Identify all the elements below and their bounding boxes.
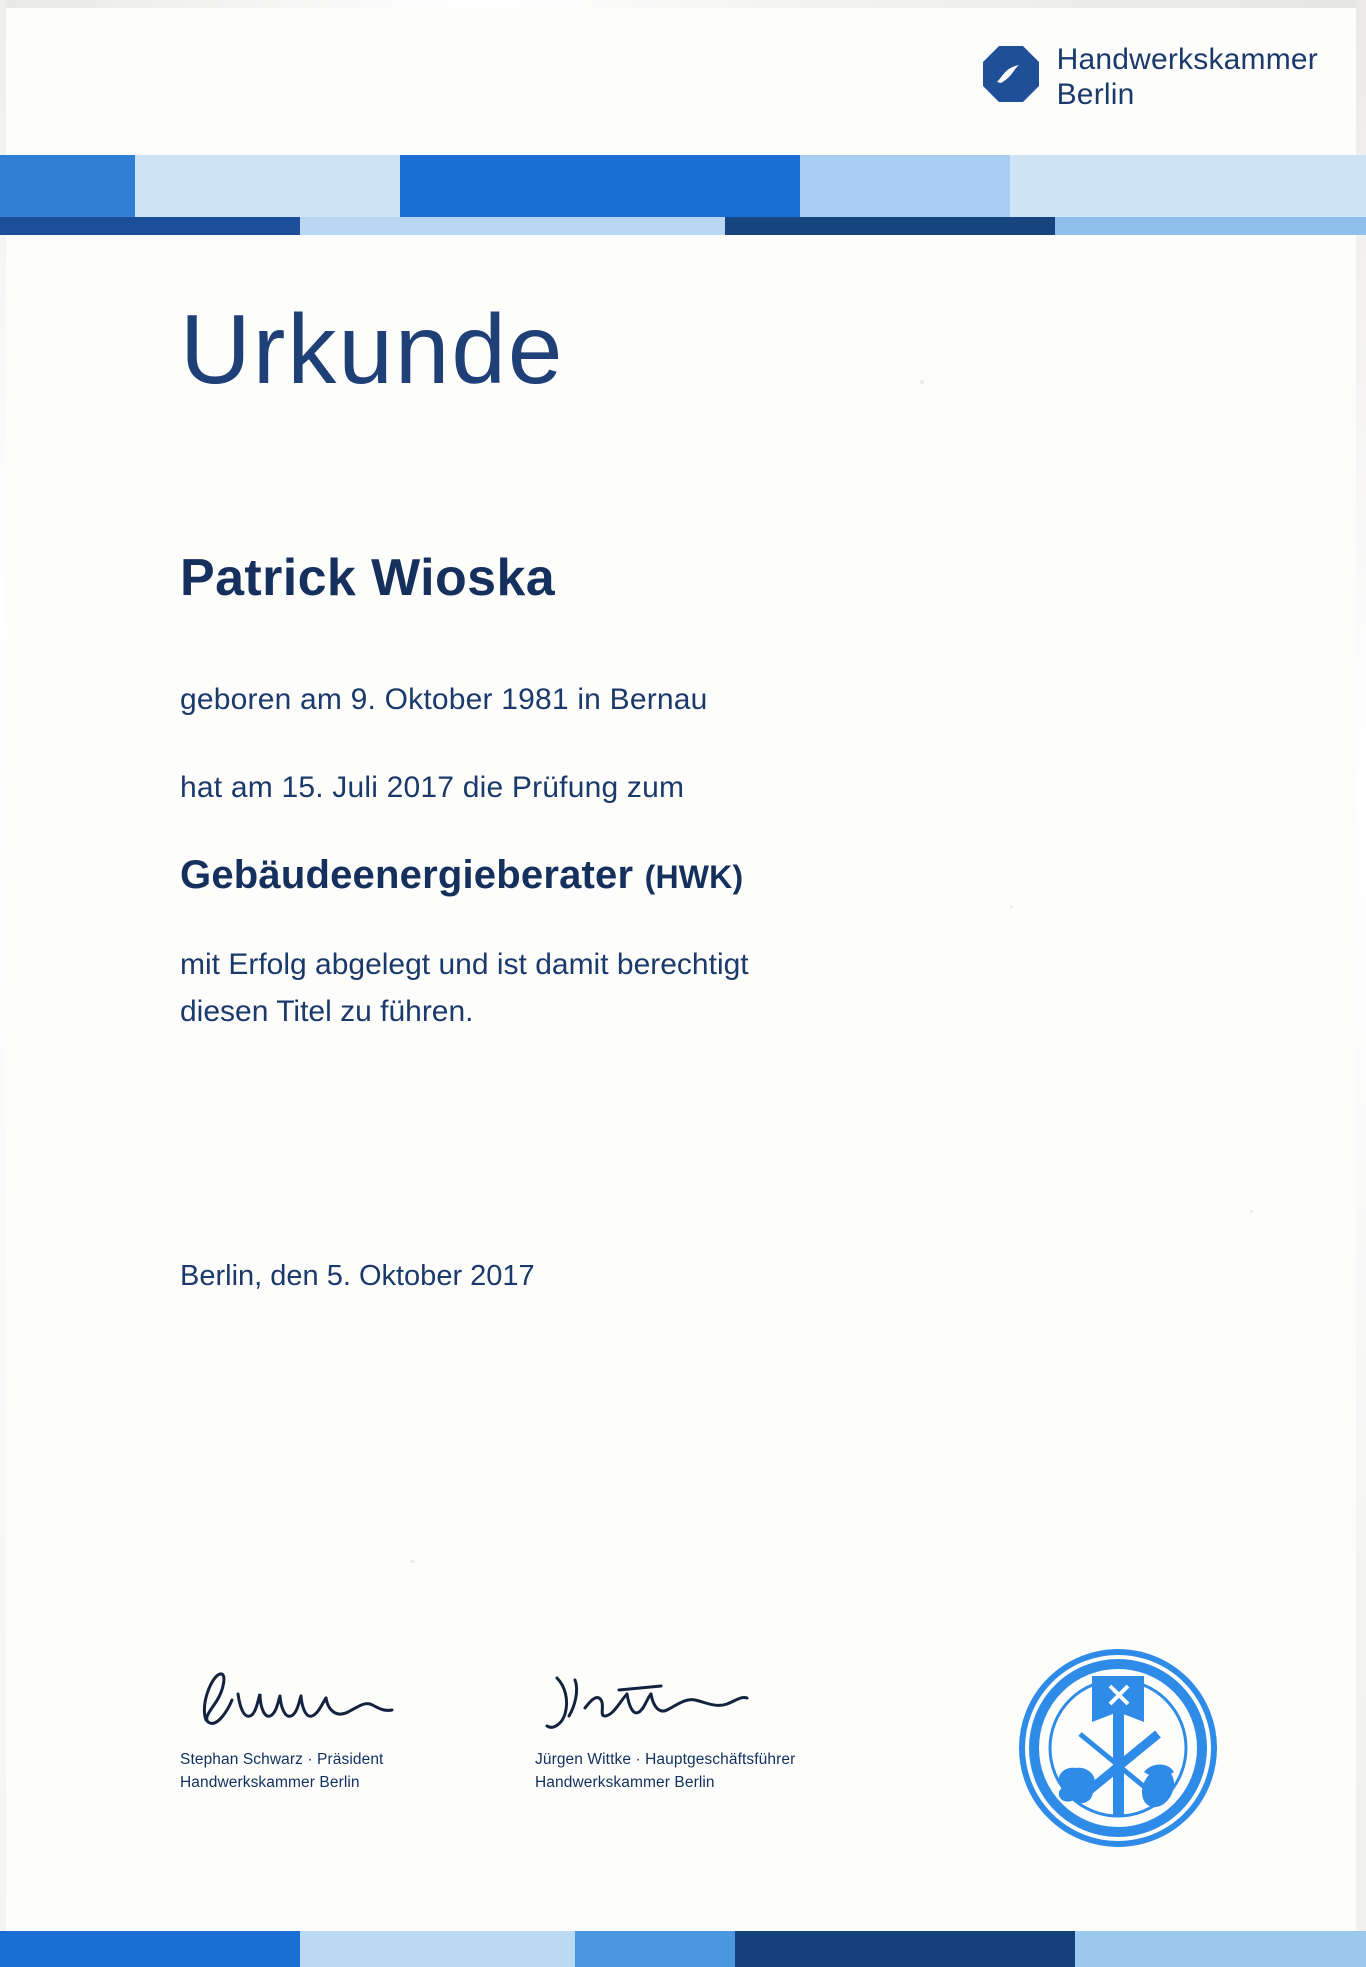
decor-bar (300, 1931, 575, 1967)
scan-speck (1250, 1210, 1253, 1213)
bottom-decorative-bars (0, 1931, 1366, 1967)
organization-name (1057, 42, 1318, 113)
decor-bar (575, 1931, 735, 1967)
signatory-name-role: Stephan Schwarz · Präsident (180, 1751, 384, 1768)
top-decorative-bars (0, 155, 1366, 245)
decor-bar (0, 217, 300, 235)
handwerkskammer-octagon-logo-icon (983, 46, 1039, 102)
qualification-suffix: (HWK) (644, 859, 744, 895)
result-line-2: diesen Titel zu führen. (180, 994, 474, 1028)
decor-bar (735, 1931, 1075, 1967)
decor-bar (0, 155, 135, 217)
place-and-date: Berlin, den 5. Oktober 2017 (180, 1260, 535, 1292)
decor-bar (0, 1931, 300, 1967)
decor-bar (1010, 155, 1366, 217)
result-line-1: mit Erfolg abgelegt und ist damit berechtigt (180, 948, 749, 981)
signatory-organization: Handwerkskammer Berlin (535, 1774, 715, 1792)
signatory-name-role: Jürgen Wittke · Hauptgeschäftsführer (535, 1751, 796, 1768)
decor-bar (400, 155, 800, 217)
scan-edge-top (0, 0, 1366, 8)
decor-bar (1055, 217, 1366, 235)
certificate-body (180, 294, 1190, 1293)
handwerk-seal-stamp-icon (1018, 1648, 1218, 1848)
handwritten-signature-icon (180, 1660, 510, 1738)
scan-edge-left (0, 0, 6, 1967)
signatory-organization: Handwerkskammer Berlin (180, 1774, 360, 1792)
decor-bar (300, 217, 725, 235)
signature-block-managing-director (535, 1660, 865, 1795)
recipient-name: Patrick Wioska (180, 549, 556, 607)
signature-block-president (180, 1660, 510, 1795)
organization-line-2: Berlin (1056, 78, 1135, 112)
qualification-title (180, 853, 1190, 898)
decor-bar (725, 217, 1055, 235)
handwritten-signature-icon (535, 1660, 865, 1738)
header-logo (983, 42, 1318, 113)
qualification-name: Gebäudeenergieberater (180, 853, 634, 897)
organization-line-1: Handwerkskammer (1056, 43, 1318, 76)
decor-bar (1075, 1931, 1366, 1967)
birth-line: geboren am 9. Oktober 1981 in Bernau (180, 683, 708, 716)
scan-edge-right (1356, 0, 1366, 1967)
scan-speck (410, 1560, 415, 1563)
decor-bar (800, 155, 1010, 217)
page-title: Urkunde (180, 294, 565, 404)
decor-bar (135, 155, 400, 217)
exam-line: hat am 15. Juli 2017 die Prüfung zum (180, 770, 685, 804)
